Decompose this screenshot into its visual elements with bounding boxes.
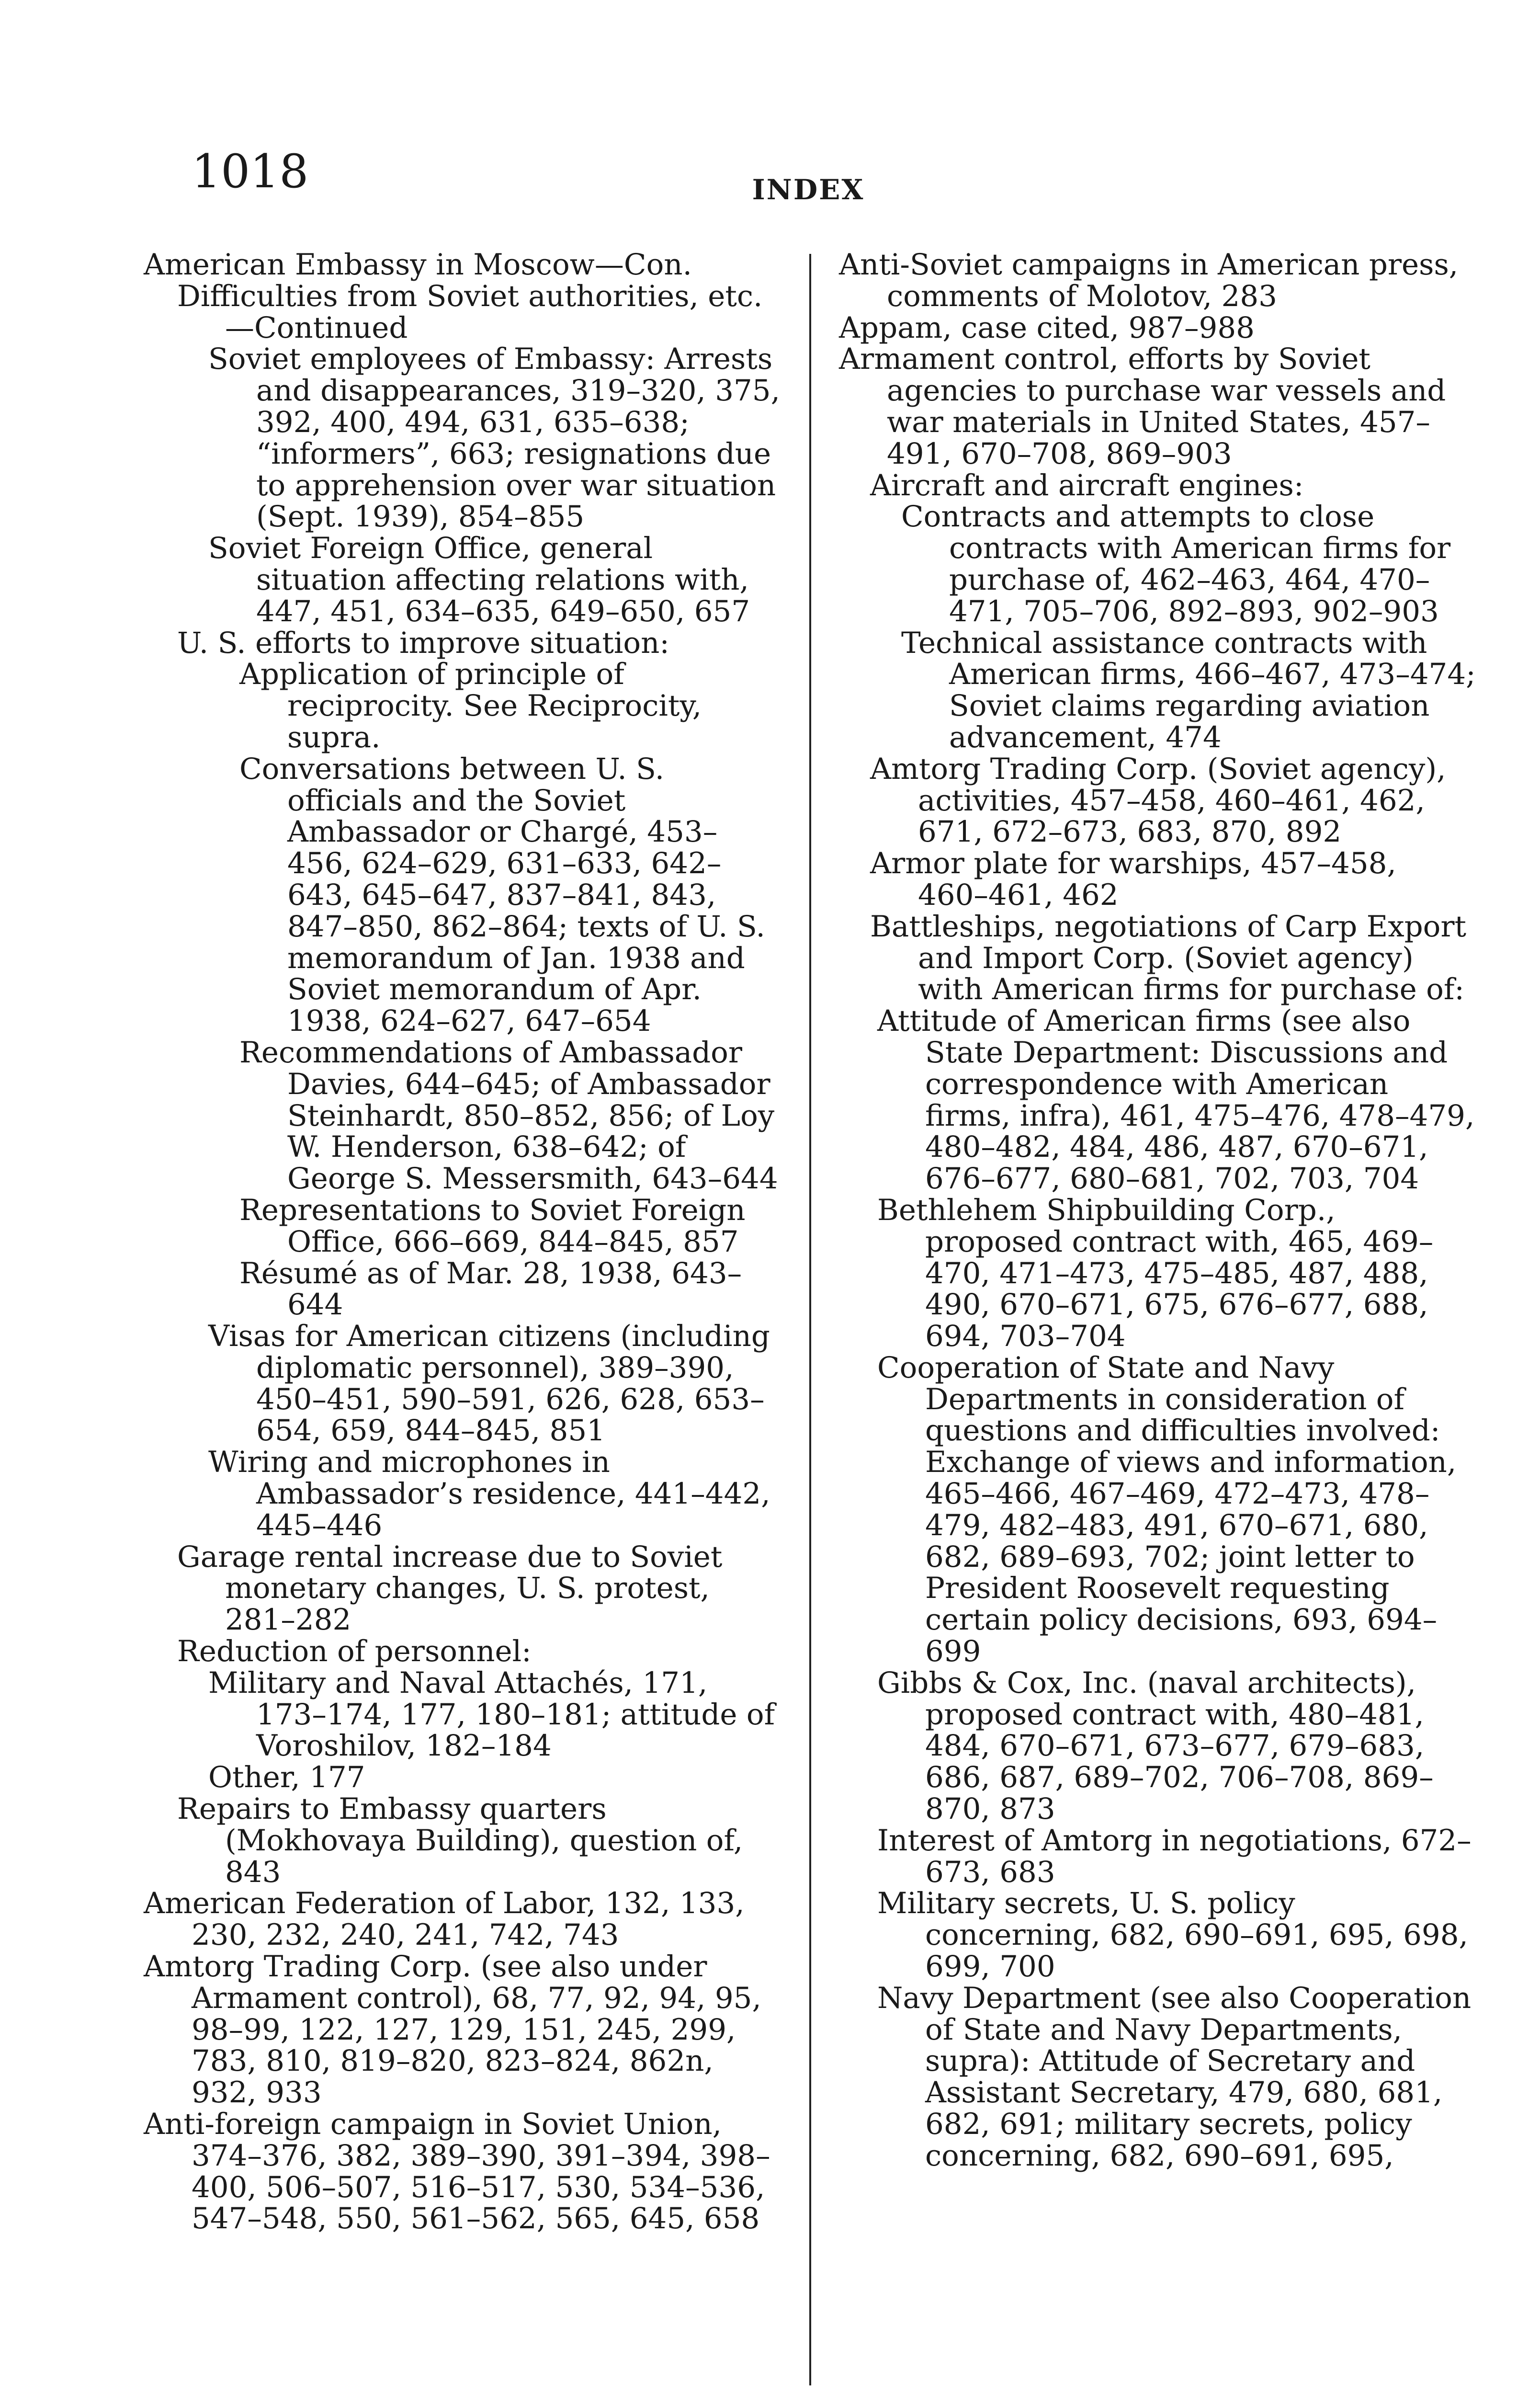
index-entry: American Federation of Labor, 132, 133, 230, 232, 240, 241, 742, 743 [144,1886,745,1952]
index-entry: Bethlehem Shipbuilding Corp., proposed contract with, 465, 469–470, 471–473, 475–485, 487, 488, 490, 670–671, 675, 676–677, 688, 694, 703–704 [877,1193,1434,1354]
index-entry: Other, 177 [208,1760,365,1795]
index-entry: Attitude of American firms (see also State Department: Discussions and correspondence with American firms, infra), 461, 475–476, 478–479, 480–482, 484, 486, 487, 670–671, 676–677, 680–681, 702, 703, 704 [877,1004,1475,1196]
index-entry: Amtorg Trading Corp. (Soviet agency), activities, 457–458, 460–461, 462, 671, 672–673, 683, 870, 892 [870,752,1446,849]
index-entry: Reduction of personnel: [177,1634,532,1669]
index-column-left [144,249,781,2235]
index-entry: Repairs to Embassy quarters (Mokhovaya Building), question of, 843 [177,1792,743,1889]
index-entry: Difficulties from Soviet authorities, etc.—Continued [177,279,763,345]
index-entry: American Embassy in Moscow—Con. [144,248,692,282]
index-entry: Armament control, efforts by Soviet agencies to purchase war vessels and war materials in United States, 457–491, 670–708, 869–903 [839,342,1446,471]
index-entry: Anti-foreign campaign in Soviet Union, 374–376, 382, 389–390, 391–394, 398–400, 506–507, 516–517, 530, 534–536, 547–548, 550, 561–562, 565, 645, 658 [144,2107,770,2236]
index-entry: Gibbs & Cox, Inc. (naval architects), proposed contract with, 480–481, 484, 670–671, 673–677, 679–683, 686, 687, 689–702, 706–708, 869–870, 873 [877,1665,1434,1826]
index-entry: Wiring and microphones in Ambassador’s residence, 441–442, 445–446 [208,1445,770,1542]
index-entry: Garage rental increase due to Soviet monetary changes, U. S. protest, 281–282 [177,1540,723,1637]
index-entry: Amtorg Trading Corp. (see also under Armament control), 68, 77, 92, 94, 95, 98–99, 122, 127, 129, 151, 245, 299, 783, 810, 819–820, 823–824, 862n, 932, 933 [144,1950,761,2110]
index-entry: U. S. efforts to improve situation: [177,626,669,660]
index-entry: Technical assistance contracts with American firms, 466–467, 473–474; Soviet claims regarding aviation advancement, 474 [901,626,1476,754]
index-entry: Recommendations of Ambassador Davies, 644–645; of Ambassador Steinhardt, 850–852, 856; of Loy W. Henderson, 638–642; of George S. Messersmith, 643–644 [239,1035,778,1196]
index-entry: Contracts and attempts to close contracts with American firms for purchase of, 462–463, 464, 470–471, 705–706, 892–893, 902–903 [901,500,1451,628]
index-entry: Representations to Soviet Foreign Office, 666–669, 844–845, 857 [239,1193,746,1259]
index-entry: Soviet Foreign Office, general situation affecting relations with, 447, 451, 634–635, 649–650, 657 [208,531,750,628]
index-entry: Aircraft and aircraft engines: [870,468,1304,502]
index-entry: Anti-Soviet campaigns in American press, comments of Molotov, 283 [839,248,1459,313]
column-divider [809,254,811,2385]
index-entry: Visas for American citizens (including diplomatic personnel), 389–390, 450–451, 590–591, 626, 628, 653–654, 659, 844–845, 851 [208,1319,770,1448]
index-column-right [839,249,1476,2172]
index-entry: Military secrets, U. S. policy concerning, 682, 690–691, 695, 698, 699, 700 [877,1886,1468,1984]
index-entry: Soviet employees of Embassy: Arrests and disappearances, 319–320, 375, 392, 400, 494, 631, 635–638; “informers”, 663; resignations due to apprehension over war situation (Sept. 1939), 854–855 [208,342,781,534]
index-entry: Résumé as of Mar. 28, 1938, 643–644 [239,1256,742,1322]
index-entry: Application of principle of reciprocity. See Reciprocity, supra. [239,657,702,754]
index-entry: Interest of Amtorg in negotiations, 672–673, 683 [877,1823,1472,1889]
index-entry: Military and Naval Attachés, 171, 173–174, 177, 180–181; attitude of Voroshilov, 182–184 [208,1665,775,1763]
index-entry: Battleships, negotiations of Carp Export and Import Corp. (Soviet agency) with American firms for purchase of: [870,909,1467,1007]
index-entry: Conversations between U. S. officials and the Soviet Ambassador or Chargé, 453–456, 624–629, 631–633, 642–643, 645–647, 837–841, 843, 847–850, 862–864; texts of U. S. memorandum of Jan. 1938 and Soviet memorandum of Apr. 1938, 624–627, 647–654 [239,752,765,1038]
index-entry: Navy Department (see also Cooperation of State and Navy Departments, supra): Attitude of Secretary and Assistant Secretary, 479, 680, 681, 682, 691; military secrets, policy concerning, 682, 690–691, 695, [877,1981,1472,2173]
index-entry: Appam, case cited, 987–988 [839,310,1255,345]
index-entry: Cooperation of State and Navy Departments in consideration of questions and difficulties involved: Exchange of views and information, 465–466, 467–469, 472–473, 478–479, 482–483, 491, 670–671, 680, 682, 689–693, 702; joint letter to President Roosevelt requesting certain policy decisions, 693, 694–699 [877,1350,1457,1669]
running-head: INDEX [752,173,865,206]
page-number: 1018 [192,145,309,198]
index-entry: Armor plate for warships, 457–458, 460–461, 462 [870,846,1396,912]
